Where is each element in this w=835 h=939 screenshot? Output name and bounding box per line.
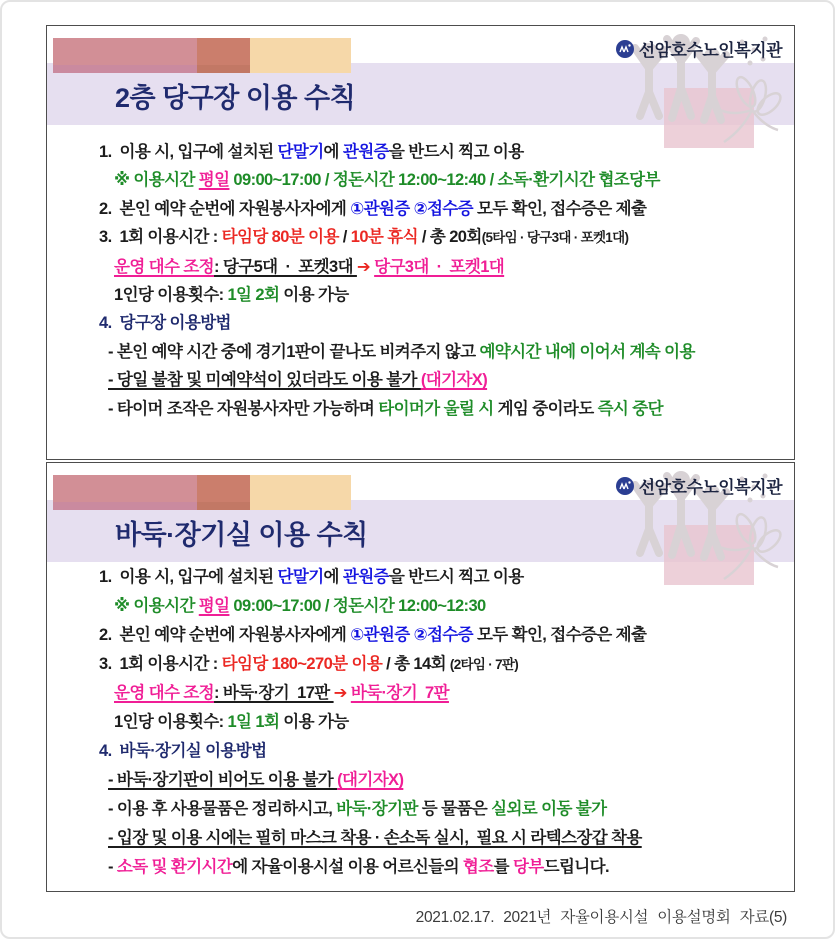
rule-line: 2. 본인 예약 순번에 자원봉사자에게 ①관원증 ②접수증 모두 확인, 접수증은 제출 bbox=[99, 199, 647, 218]
rule-line: 1. 이용 시, 입구에 설치된 단말기에 관원증을 반드시 찍고 이용 bbox=[99, 568, 524, 586]
panel-title: 바둑·장기실 이용 수칙 bbox=[115, 520, 368, 550]
baduk-janggi-rules-panel bbox=[46, 462, 795, 892]
footer-caption: 2021.02.17. 2021년 자율이용시설 이용설명회 자료(5) bbox=[415, 909, 787, 926]
rule-line: 운영 대수 조정: 당구5대 · 포켓3대 ➔ 당구3대 · 포켓1대 bbox=[114, 257, 505, 276]
rule-line: 1인당 이용횟수: 1일 1회 이용 가능 bbox=[114, 713, 349, 731]
rule-line: 운영 대수 조정: 바둑·장기 17판 ➔ 바둑·장기 7판 bbox=[114, 684, 449, 702]
org-logo bbox=[615, 473, 782, 498]
rules-list bbox=[99, 138, 786, 423]
rule-line: - 타이머 조작은 자원봉사자만 가능하며 타이머가 울릴 시 게임 중이라도 즉시 중단 bbox=[108, 399, 663, 418]
panel-header bbox=[47, 26, 794, 126]
rule-line: - 입장 및 이용 시에는 필히 마스크 착용 · 손소독 실시, 필요 시 라텍스장갑 착용 bbox=[108, 829, 642, 847]
rule-line: - 소독 및 환기시간에 자율이용시설 이용 어르신들의 협조를 당부드립니다. bbox=[108, 858, 609, 876]
rule-line: 4. 바둑·장기실 이용방법 bbox=[99, 742, 267, 760]
org-logo-text: 선암호수노인복지관 bbox=[638, 478, 782, 497]
rule-line: ※ 이용시간 평일 09:00~17:00 / 정돈시간 12:00~12:40 / 소독·환기시간 협조당부 bbox=[114, 171, 660, 190]
rule-line: - 이용 후 사용물품은 정리하시고, 바둑·장기판 등 물품은 실외로 이동 불가 bbox=[108, 800, 607, 818]
rule-line: 3. 1회 이용시간 : 타임당 180~270분 이용 / 총 14회 (2타임 · 7판) bbox=[99, 655, 519, 673]
rule-line: 1인당 이용횟수: 1일 2회 이용 가능 bbox=[114, 286, 349, 305]
billiards-rules-panel bbox=[46, 25, 795, 460]
panel-header bbox=[47, 463, 794, 563]
rule-line: - 당일 불참 및 미예약석이 있더라도 이용 불가 (대기자X) bbox=[108, 371, 488, 390]
org-logo-icon bbox=[615, 476, 635, 496]
rule-line: 4. 당구장 이용방법 bbox=[99, 314, 231, 333]
org-logo bbox=[615, 36, 782, 61]
rules-list bbox=[99, 563, 786, 882]
org-logo-icon bbox=[615, 39, 635, 59]
rule-line: - 본인 예약 시간 중에 경기1판이 끝나도 비켜주지 않고 예약시간 내에 이어서 계속 이용 bbox=[108, 342, 695, 361]
panel-title: 2층 당구장 이용 수칙 bbox=[115, 83, 356, 113]
rule-line: 3. 1회 이용시간 : 타임당 80분 이용 / 10분 휴식 / 총 20회(5타임 · 당구3대 · 포켓1대) bbox=[99, 228, 629, 247]
org-logo-text: 선암호수노인복지관 bbox=[638, 41, 782, 60]
rule-line: 2. 본인 예약 순번에 자원봉사자에게 ①관원증 ②접수증 모두 확인, 접수증은 제출 bbox=[99, 626, 647, 644]
rule-line: - 바둑·장기판이 비어도 이용 불가 (대기자X) bbox=[108, 771, 404, 789]
rule-line: ※ 이용시간 평일 09:00~17:00 / 정돈시간 12:00~12:30 bbox=[114, 597, 486, 615]
rule-line: 1. 이용 시, 입구에 설치된 단말기에 관원증을 반드시 찍고 이용 bbox=[99, 143, 524, 161]
